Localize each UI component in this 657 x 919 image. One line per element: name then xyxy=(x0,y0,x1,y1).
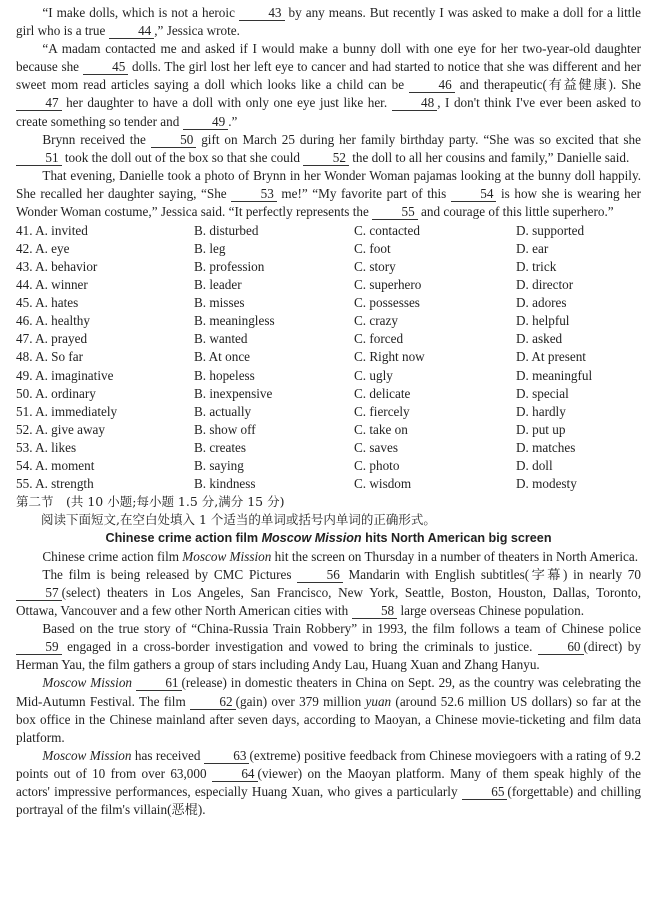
option-a-text: A. invited xyxy=(35,223,88,239)
text: (viewer) on the Maoyan platform. Many of them speak highly of the actors' impressive performances, especially Huang Xuan, who gives a particularly xyxy=(16,765,641,800)
text: (gain) over 379 million xyxy=(235,693,366,709)
text: Based on the true story of “China-Russia Train Robbery” in 1993, the film follows a team of Chinese police xyxy=(42,621,641,637)
question-number: 55. xyxy=(16,475,33,491)
option-a-text: A. moment xyxy=(35,457,95,473)
option-row xyxy=(16,258,641,276)
option-a-text: A. immediately xyxy=(35,403,118,419)
text: The film is being released by CMC Pictures xyxy=(42,566,298,582)
option-a xyxy=(16,403,194,421)
text: Moscow Mission xyxy=(182,548,272,564)
text: Mandarin with English subtitles(字幕) in nearly 70 xyxy=(342,566,641,582)
option-a xyxy=(16,330,194,348)
option-b: B. leader xyxy=(194,277,242,293)
question-number: 45. xyxy=(16,295,33,311)
option-a xyxy=(16,385,194,403)
question-number: 51. xyxy=(16,403,33,419)
text: (forgettable) and chilling portrayal of the film's villain(恶棍). xyxy=(16,784,641,818)
question-number: 52. xyxy=(16,421,33,437)
option-row xyxy=(16,294,641,312)
option-d: D. hardly xyxy=(516,403,566,419)
passage2-paragraph-1 xyxy=(16,548,641,566)
text: Moscow Mission xyxy=(42,675,133,691)
question-number: 54. xyxy=(16,457,33,473)
blank-45: 45 xyxy=(83,60,129,75)
question-number: 44. xyxy=(16,277,33,293)
text: me!” “My favorite part of this xyxy=(276,185,451,201)
question-number: 48. xyxy=(16,349,33,365)
passage1-paragraph-2 xyxy=(16,40,641,130)
option-c: C. contacted xyxy=(354,223,420,239)
option-d: D. director xyxy=(516,277,574,293)
option-a xyxy=(16,457,194,475)
option-a xyxy=(16,240,194,258)
option-a xyxy=(16,294,194,312)
option-c: C. superhero xyxy=(354,277,422,293)
blank-56: 56 xyxy=(297,568,343,583)
option-row xyxy=(16,385,641,403)
passage1-paragraph-1 xyxy=(16,4,641,40)
option-a-text: A. strength xyxy=(35,475,94,491)
option-a xyxy=(16,312,194,330)
passage2-paragraph-3 xyxy=(16,620,641,674)
option-b: B. creates xyxy=(194,439,246,455)
text: That evening, Danielle took a photo of Brynn in her Wonder Woman pajamas looking at the bunny doll happily. She recalled her daughter saying, “She xyxy=(16,167,641,201)
blank-46: 46 xyxy=(409,78,455,93)
option-row xyxy=(16,276,641,294)
blank-53: 53 xyxy=(231,187,277,202)
text: (around 52.6 million US dollars) so far at the box office in the Chinese mainland after seven days, according to Maoyan, a Chinese movie-ticketing and film data platform. xyxy=(16,693,641,745)
text: by any means. But recently I was asked to make a doll for a little girl who is a true xyxy=(16,5,641,39)
blank-60: 60 xyxy=(538,640,584,655)
passage2-paragraph-4 xyxy=(16,674,641,746)
option-a-text: A. give away xyxy=(35,421,106,437)
blank-50: 50 xyxy=(151,133,197,148)
option-row xyxy=(16,475,641,493)
passage1-paragraph-3 xyxy=(16,131,641,167)
text: (direct) by Herman Yau, the film gathers a group of stars including Andy Lau, Huang Xuan and Zhang Hanyu. xyxy=(16,639,641,673)
text: (release) in domestic theaters in China on Sept. 29, as the country was celebrating the Mid-Autumn Festival. The film xyxy=(16,675,642,709)
text: the doll to all her cousins and family,” Danielle said. xyxy=(348,149,630,165)
option-c: C. saves xyxy=(354,439,398,455)
option-d: D. matches xyxy=(516,439,576,455)
text: Moscow Mission xyxy=(42,747,132,763)
option-d: D. special xyxy=(516,385,569,401)
question-number: 49. xyxy=(16,367,33,383)
blank-51: 51 xyxy=(16,151,62,166)
option-a-text: A. imaginative xyxy=(35,367,114,383)
option-c: C. Right now xyxy=(354,349,425,365)
options-list xyxy=(16,222,641,493)
option-a xyxy=(16,222,194,240)
option-d: D. asked xyxy=(516,331,563,347)
text: yuan xyxy=(365,693,392,709)
option-b: B. kindness xyxy=(194,475,256,491)
option-c: C. story xyxy=(354,259,396,275)
blank-58: 58 xyxy=(352,604,398,619)
option-b: B. actually xyxy=(194,403,252,419)
blank-44: 44 xyxy=(109,24,155,39)
option-b: B. meaningless xyxy=(194,313,275,329)
blank-48: 48 xyxy=(392,96,438,111)
option-a-text: A. eye xyxy=(35,241,70,257)
blank-59: 59 xyxy=(16,640,62,655)
option-row xyxy=(16,348,641,366)
text: ,” Jessica wrote. xyxy=(154,23,240,39)
option-row xyxy=(16,222,641,240)
question-number: 47. xyxy=(16,331,33,347)
text: dolls. The girl lost her left eye to cancer and had started to notice that she was different and her sweet mom read articles saying a doll which looks like a child can be xyxy=(16,59,642,93)
question-number: 50. xyxy=(16,385,33,401)
text: Brynn received the xyxy=(42,131,151,147)
option-b: B. misses xyxy=(194,295,245,311)
option-c: C. fiercely xyxy=(354,403,410,419)
option-c: C. delicate xyxy=(354,385,411,401)
option-a xyxy=(16,258,194,276)
text: large overseas Chinese population. xyxy=(397,603,585,619)
option-b: B. inexpensive xyxy=(194,385,273,401)
text: Moscow Mission xyxy=(261,530,362,545)
option-c: C. crazy xyxy=(354,313,398,329)
text: “I make dolls, which is not a heroic xyxy=(42,5,239,20)
option-row xyxy=(16,240,641,258)
article-title xyxy=(16,529,641,548)
blank-63: 63 xyxy=(204,749,250,764)
option-c: C. take on xyxy=(354,421,408,437)
option-a xyxy=(16,348,194,366)
blank-61: 61 xyxy=(136,676,182,691)
option-c: C. possesses xyxy=(354,295,420,311)
option-c: C. forced xyxy=(354,331,404,347)
option-a-text: A. hates xyxy=(35,295,79,311)
passage1-paragraph-4 xyxy=(16,167,641,221)
option-row xyxy=(16,403,641,421)
blank-65: 65 xyxy=(462,785,508,800)
option-row xyxy=(16,312,641,330)
text: .” xyxy=(228,113,238,129)
option-a-text: A. ordinary xyxy=(35,385,96,401)
text: , I don't think I've ever been asked to create something so tender and xyxy=(16,95,641,129)
option-row xyxy=(16,439,641,457)
passage2-paragraph-2 xyxy=(16,566,641,620)
option-b: B. profession xyxy=(194,259,265,275)
blank-64: 64 xyxy=(212,767,258,782)
option-a-text: A. prayed xyxy=(35,331,88,347)
text: Chinese crime action film xyxy=(105,530,262,545)
option-a xyxy=(16,475,194,493)
option-row xyxy=(16,367,641,385)
blank-47: 47 xyxy=(16,96,62,111)
option-a xyxy=(16,367,194,385)
option-b: B. leg xyxy=(194,241,226,257)
section-instruction: 阅读下面短文,在空白处填入 1 个适当的单词或括号内单词的正确形式。 xyxy=(41,511,436,527)
text: hits North American big screen xyxy=(361,530,552,545)
option-a-text: A. So far xyxy=(35,349,84,365)
option-d: D. meaningful xyxy=(516,367,593,383)
option-b: B. At once xyxy=(194,349,251,365)
question-number: 41. xyxy=(16,223,33,239)
blank-55: 55 xyxy=(372,205,418,220)
question-number: 53. xyxy=(16,439,33,455)
option-d: D. put up xyxy=(516,421,566,437)
section-heading: 第二节 (共 10 小题;每小题 1.5 分,满分 15 分) xyxy=(16,493,285,509)
blank-57: 57 xyxy=(16,586,62,601)
option-b: B. disturbed xyxy=(194,223,259,239)
text: took the doll out of the box so that she could xyxy=(61,149,304,165)
option-row xyxy=(16,457,641,475)
option-a-text: A. behavior xyxy=(35,259,98,275)
blank-62: 62 xyxy=(190,695,236,710)
text: and therapeutic(有益健康). She xyxy=(454,77,641,93)
option-d: D. doll xyxy=(516,457,553,473)
option-d: D. ear xyxy=(516,241,549,257)
option-c: C. foot xyxy=(354,241,391,257)
text: her daughter to have a doll with only one eye just like her. xyxy=(61,95,392,111)
question-number: 46. xyxy=(16,313,33,329)
option-row xyxy=(16,330,641,348)
option-d: D. supported xyxy=(516,223,585,239)
option-a-text: A. winner xyxy=(35,277,88,293)
option-b: B. hopeless xyxy=(194,367,255,383)
text: and courage of this little superhero.” xyxy=(417,204,614,220)
passage2-paragraph-5 xyxy=(16,747,641,819)
option-b: B. saying xyxy=(194,457,244,473)
text: hit the screen on Thursday in a number of theaters in North America. xyxy=(271,548,639,564)
text: is how she is wearing her Wonder Woman costume,” Jessica said. “It perfectly represents the xyxy=(16,185,641,220)
option-a xyxy=(16,276,194,294)
text: “A madam contacted me and asked if I would make a bunny doll with one eye for her two-year-old daughter because she xyxy=(16,41,641,75)
option-d: D. trick xyxy=(516,259,557,275)
blank-49: 49 xyxy=(183,115,229,130)
text: Chinese crime action film xyxy=(42,548,183,564)
option-row xyxy=(16,421,641,439)
blank-52: 52 xyxy=(303,151,349,166)
question-number: 42. xyxy=(16,241,33,257)
text: engaged in a cross-border investigation and vowed to bring the criminals to justice. xyxy=(61,639,538,655)
option-a xyxy=(16,439,194,457)
option-d: D. helpful xyxy=(516,313,570,329)
option-d: D. At present xyxy=(516,349,586,365)
blank-43: 43 xyxy=(239,6,285,21)
text: (select) theaters in Los Angeles, San Francisco, New York, Seattle, Boston, Houston, Dallas, Toronto, Ottawa, Vancouver and a few other North American cities with xyxy=(16,585,641,619)
option-b: B. wanted xyxy=(194,331,248,347)
option-a-text: A. healthy xyxy=(35,313,90,329)
option-c: C. wisdom xyxy=(354,475,412,491)
option-a xyxy=(16,421,194,439)
option-c: C. photo xyxy=(354,457,400,473)
option-b: B. show off xyxy=(194,421,256,437)
blank-54: 54 xyxy=(451,187,497,202)
option-d: D. modesty xyxy=(516,475,577,491)
option-a-text: A. likes xyxy=(35,439,77,455)
text: gift on March 25 during her family birthday party. “She was so excited that she xyxy=(196,131,641,147)
option-d: D. adores xyxy=(516,295,567,311)
text: has received xyxy=(131,747,204,763)
question-number: 43. xyxy=(16,259,33,275)
text: (extreme) positive feedback from Chinese moviegoers with a rating of 9.2 points out of 10 from over 63,000 xyxy=(16,747,641,781)
option-c: C. ugly xyxy=(354,367,393,383)
